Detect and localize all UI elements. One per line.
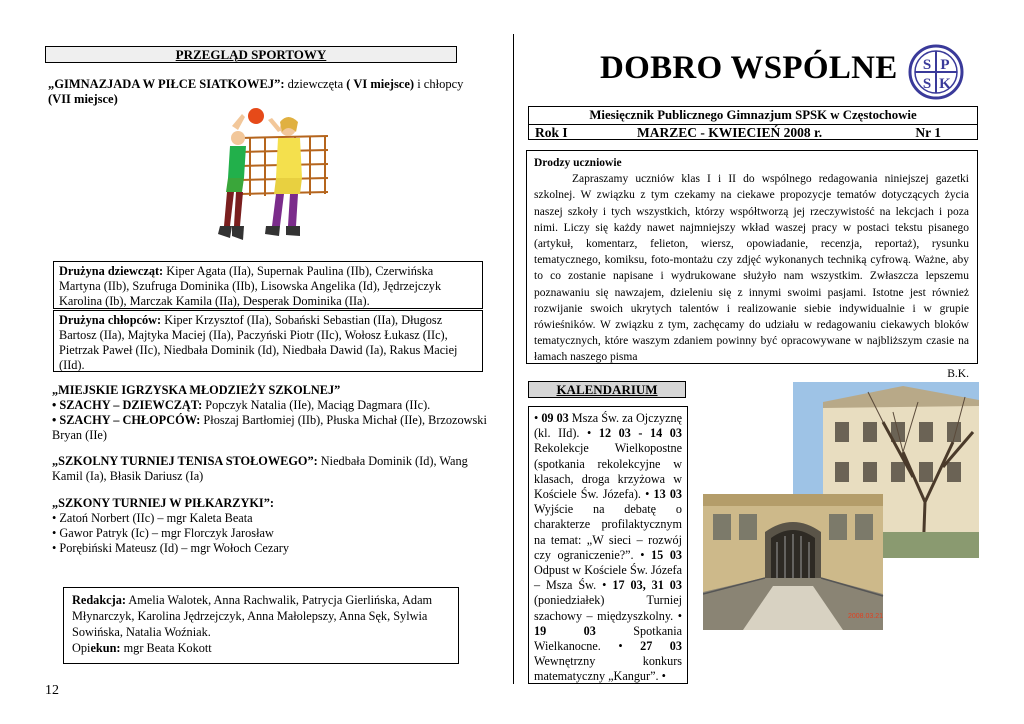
- letter-greeting: Drodzy uczniowie: [534, 157, 622, 169]
- svg-text:S: S: [922, 57, 932, 73]
- calendar-entry: • 09 03 Msza Św. za Ojczyznę (kl. IId).: [534, 411, 683, 441]
- volleyball-result: „GIMNAZJADA W PIŁCE SIATKOWEJ”: dziewczęta ( VI miejsce) i chłopcy (VII miejsce): [48, 77, 464, 106]
- calendar-header: KALENDARIUM: [528, 381, 686, 398]
- svg-text:P: P: [940, 57, 950, 73]
- editorial-letter: [526, 150, 978, 380]
- editorial-team-box: Redakcja: Amelia Walotek, Anna Rachwalik, Patrycja Gierlińska, Adam Młynarczyk, Karolina Jędrzejczyk, Anna Małolepszy, Anna Sęk, Sylwia Sowińska, Natalia Woźniak. Opiekun: mgr Beata Kokott: [63, 587, 459, 664]
- calendar-entry: • 17 03, 31 03 (poniedziałek) Turniej szachowy – międzyszkolny.: [534, 578, 682, 623]
- girls-team-box: Drużyna dziewcząt: Kiper Agata (IIa), Supernak Paulina (IIb), Czerwińska Martyna (IIb), Szufruga Dominika (IIb), Lisowska Angelika (Id), Jędrzejczyk Karolina (Ib), Marczak Kamila (IIa), Desperak Dominika (IIa).: [53, 261, 483, 309]
- letter-signature: B.K.: [947, 367, 969, 380]
- issue-date: MARZEC - KWIECIEŃ 2008 r.: [637, 125, 823, 140]
- photo-date-stamp: 2008.03.21: [848, 613, 884, 620]
- school-logo: [907, 44, 965, 100]
- calendar-entry: • 12 03 - 14 03 Rekolekcje Wielkopostne (spotkania rekolekcyjne w klasach, droga krzyżowa w Kościele Św. Józefa).: [534, 426, 682, 502]
- volleyball-players-illustration: [210, 108, 335, 250]
- issue-info-box: [528, 106, 978, 140]
- newspaper-title: DOBRO WSPÓLNE: [600, 50, 898, 86]
- calendar-box: [528, 406, 688, 684]
- issue-number: Nr 1: [915, 125, 941, 140]
- calendar-entry: • 19 03 Spotkania Wielkanocne.: [534, 608, 682, 654]
- list-item: • Gawor Patryk (Ic) – mgr Florczyk Jarosław: [52, 526, 274, 540]
- page-divider: [513, 34, 514, 684]
- svg-text:K: K: [939, 76, 951, 92]
- calendar-entry: • 13 03 Wyjście na debatę o charakterze profilaktycznym na temat: „W sieci – rozwój czy ograniczenie?”.: [534, 487, 683, 562]
- school-building-photo: [703, 382, 979, 630]
- table-tennis-section: „SZKOLNY TURNIEJ TENISA STOŁOWEGO”: Niedbała Dominik (Id), Wang Kamil (Ia), Błasik Dariusz (Ia): [52, 454, 468, 483]
- list-item: • Porębiński Mateusz (Id) – mgr Wołoch Cezary: [52, 541, 290, 555]
- calendar-entry: • 15 03 Odpust w Kościele Św. Józefa – Msza Św.: [534, 547, 682, 593]
- svg-text:S: S: [922, 76, 932, 92]
- calendar-text: [534, 411, 682, 684]
- calendar-entry: • 27 03 Wewnętrzny konkurs matematyczny „Kangur”. •: [534, 639, 682, 684]
- page-number: 12: [45, 683, 59, 698]
- table-football-section: „SZKONY TURNIEJ W PIŁKARZYKI”: • Zatoń Norbert (IIc) – mgr Kaleta Beata • Gawor Patryk (Ic) – mgr Florczyk Jarosław • Porębiński Mateusz (Id) – mgr Wołoch Cezary: [52, 496, 492, 556]
- letter-body: Zapraszamy uczniów klas I i II do wspólnego redagowania niniejszej gazetki szkolnej. W związku z tym czekamy na ciekawe propozycje tematów dotyczących życia naszej szkoły i tych wszystkich, którzy współtworzą jej rzeczywistość na lekcjach i poza nimi. Liczy się każdy nawet najmniejszy wkład waszej pracy w postaci tekstu pisanego (artykuł, komentarz, felieton, wiersz, opowiadanie, recenzja, reportaż), rysunku tematycznego, komiksu, foto-montażu czy zdjęć wykonanych techniką cyfrową. Ważne, aby to co zostanie napisane i wydrukowane służyło nam wszystkim. Zwłaszcza lepszemu poznawaniu się nawzajem, dzieleniu się z innymi swoimi pasjami. Istotne jest również rozwijanie swoich ukrytych talentów i realizowanie siebie indywidualnie i w grupie rówieśników. W związku z tym, zachęcamy do udziału w redagowaniu ciekawych bloków tematycznych, które waszym zdaniem powinny być opracowywane w najbliższym czasie na łamach naszego pisma: [534, 173, 969, 364]
- sport-review-header: PRZEGLĄD SPORTOWY: [45, 46, 457, 63]
- city-games-section: „MIEJSKIE IGRZYSKA MŁODZIEŻY SZKOLNEJ” • SZACHY – DZIEWCZĄT: Popczyk Natalia (IIe), Maciąg Dagmara (IIc). • SZACHY – CHŁOPCÓW: Płoszaj Bartłomiej (IIb), Płuska Michał (IIe), Brzozowski Bryan (IIe): [52, 383, 487, 442]
- boys-team-box: Drużyna chłopców: Kiper Krzysztof (IIa), Sobański Sebastian (IIa), Długosz Bartosz (IIa), Majtyka Maciej (IIa), Paczyński Piotr (IIc), Wołosz Łukasz (IIc), Pietrzak Paweł (IIc), Niedbała Dominik (Id), Niedbała Dawid (Ia), Rakus Maciej (IId).: [53, 310, 483, 372]
- year-label: Rok I: [535, 125, 568, 140]
- list-item: • Zatoń Norbert (IIc) – mgr Kaleta Beata: [52, 511, 253, 525]
- newspaper-subtitle: Miesięcznik Publicznego Gimnazjum SPSK w Częstochowie: [589, 108, 917, 122]
